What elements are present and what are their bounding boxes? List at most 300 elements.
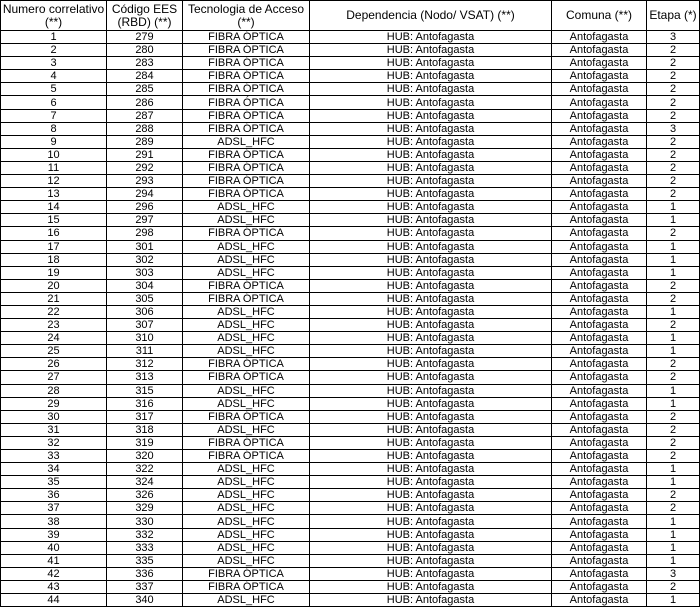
cell-codigo: 340 (107, 594, 183, 607)
cell-numero: 43 (1, 580, 107, 593)
cell-tecnologia: FIBRA ÓPTICA (183, 161, 310, 174)
cell-dependencia: HUB: Antofagasta (310, 96, 552, 109)
cell-dependencia: HUB: Antofagasta (310, 266, 552, 279)
cell-dependencia: HUB: Antofagasta (310, 214, 552, 227)
cell-comuna: Antofagasta (552, 450, 647, 463)
table-row (1, 175, 700, 188)
cell-dependencia: HUB: Antofagasta (310, 253, 552, 266)
cell-numero: 16 (1, 227, 107, 240)
table-row (1, 580, 700, 593)
cell-tecnologia: ADSL_HFC (183, 528, 310, 541)
cell-codigo: 288 (107, 122, 183, 135)
cell-etapa: 2 (647, 410, 700, 423)
cell-numero: 25 (1, 345, 107, 358)
cell-codigo: 287 (107, 109, 183, 122)
table-row (1, 188, 700, 201)
cell-tecnologia: FIBRA ÓPTICA (183, 175, 310, 188)
table-row (1, 410, 700, 423)
cell-etapa: 2 (647, 371, 700, 384)
table-row (1, 384, 700, 397)
cell-codigo: 317 (107, 410, 183, 423)
cell-codigo: 296 (107, 201, 183, 214)
cell-tecnologia: FIBRA ÓPTICA (183, 292, 310, 305)
cell-codigo: 326 (107, 489, 183, 502)
table-row (1, 489, 700, 502)
cell-tecnologia: ADSL_HFC (183, 253, 310, 266)
cell-tecnologia: ADSL_HFC (183, 476, 310, 489)
cell-comuna: Antofagasta (552, 70, 647, 83)
cell-codigo: 320 (107, 450, 183, 463)
cell-etapa: 1 (647, 515, 700, 528)
cell-numero: 30 (1, 410, 107, 423)
cell-comuna: Antofagasta (552, 476, 647, 489)
header-numero-correlativo: Numero correlativo (**) (1, 1, 107, 31)
cell-codigo: 336 (107, 567, 183, 580)
cell-dependencia: HUB: Antofagasta (310, 175, 552, 188)
cell-tecnologia: FIBRA ÓPTICA (183, 227, 310, 240)
cell-dependencia: HUB: Antofagasta (310, 31, 552, 44)
cell-codigo: 293 (107, 175, 183, 188)
cell-numero: 31 (1, 423, 107, 436)
cell-etapa: 2 (647, 279, 700, 292)
cell-comuna: Antofagasta (552, 279, 647, 292)
cell-codigo: 303 (107, 266, 183, 279)
cell-dependencia: HUB: Antofagasta (310, 397, 552, 410)
cell-dependencia: HUB: Antofagasta (310, 57, 552, 70)
cell-comuna: Antofagasta (552, 57, 647, 70)
cell-numero: 27 (1, 371, 107, 384)
cell-tecnologia: ADSL_HFC (183, 515, 310, 528)
cell-codigo: 283 (107, 57, 183, 70)
cell-comuna: Antofagasta (552, 384, 647, 397)
cell-dependencia: HUB: Antofagasta (310, 227, 552, 240)
cell-dependencia: HUB: Antofagasta (310, 240, 552, 253)
table-row (1, 148, 700, 161)
cell-etapa: 2 (647, 57, 700, 70)
cell-numero: 4 (1, 70, 107, 83)
cell-numero: 6 (1, 96, 107, 109)
table-row (1, 135, 700, 148)
cell-tecnologia: ADSL_HFC (183, 214, 310, 227)
cell-etapa: 2 (647, 83, 700, 96)
table-row (1, 476, 700, 489)
cell-numero: 17 (1, 240, 107, 253)
cell-etapa: 2 (647, 175, 700, 188)
table-row (1, 201, 700, 214)
table-row (1, 109, 700, 122)
cell-numero: 29 (1, 397, 107, 410)
cell-numero: 8 (1, 122, 107, 135)
cell-codigo: 305 (107, 292, 183, 305)
cell-codigo: 316 (107, 397, 183, 410)
cell-tecnologia: FIBRA ÓPTICA (183, 358, 310, 371)
cell-tecnologia: ADSL_HFC (183, 397, 310, 410)
table-row (1, 161, 700, 174)
cell-comuna: Antofagasta (552, 96, 647, 109)
cell-tecnologia: ADSL_HFC (183, 319, 310, 332)
cell-dependencia: HUB: Antofagasta (310, 476, 552, 489)
cell-comuna: Antofagasta (552, 463, 647, 476)
table-row (1, 450, 700, 463)
cell-numero: 23 (1, 319, 107, 332)
table-row (1, 554, 700, 567)
header-comuna: Comuna (**) (552, 1, 647, 31)
table-row (1, 436, 700, 449)
cell-codigo: 322 (107, 463, 183, 476)
cell-tecnologia: FIBRA ÓPTICA (183, 57, 310, 70)
cell-etapa: 1 (647, 240, 700, 253)
cell-codigo: 332 (107, 528, 183, 541)
cell-comuna: Antofagasta (552, 436, 647, 449)
cell-numero: 10 (1, 148, 107, 161)
table-row (1, 397, 700, 410)
cell-comuna: Antofagasta (552, 253, 647, 266)
cell-etapa: 1 (647, 594, 700, 607)
cell-numero: 34 (1, 463, 107, 476)
cell-etapa: 1 (647, 384, 700, 397)
header-row (1, 1, 700, 31)
table-row (1, 31, 700, 44)
cell-codigo: 280 (107, 44, 183, 57)
cell-tecnologia: FIBRA ÓPTICA (183, 44, 310, 57)
cell-numero: 15 (1, 214, 107, 227)
cell-comuna: Antofagasta (552, 44, 647, 57)
cell-etapa: 2 (647, 44, 700, 57)
cell-numero: 19 (1, 266, 107, 279)
header-dependencia: Dependencia (Nodo/ VSAT) (**) (310, 1, 552, 31)
cell-comuna: Antofagasta (552, 489, 647, 502)
cell-tecnologia: FIBRA ÓPTICA (183, 148, 310, 161)
cell-dependencia: HUB: Antofagasta (310, 292, 552, 305)
cell-codigo: 324 (107, 476, 183, 489)
cell-dependencia: HUB: Antofagasta (310, 594, 552, 607)
table-row (1, 463, 700, 476)
cell-etapa: 2 (647, 489, 700, 502)
cell-comuna: Antofagasta (552, 240, 647, 253)
cell-tecnologia: ADSL_HFC (183, 423, 310, 436)
cell-comuna: Antofagasta (552, 567, 647, 580)
cell-comuna: Antofagasta (552, 515, 647, 528)
table-row (1, 83, 700, 96)
cell-tecnologia: ADSL_HFC (183, 541, 310, 554)
cell-codigo: 297 (107, 214, 183, 227)
table-row (1, 345, 700, 358)
table-row (1, 528, 700, 541)
cell-etapa: 1 (647, 528, 700, 541)
cell-comuna: Antofagasta (552, 109, 647, 122)
cell-etapa: 1 (647, 541, 700, 554)
cell-tecnologia: FIBRA ÓPTICA (183, 450, 310, 463)
cell-dependencia: HUB: Antofagasta (310, 44, 552, 57)
cell-dependencia: HUB: Antofagasta (310, 489, 552, 502)
cell-numero: 5 (1, 83, 107, 96)
cell-numero: 37 (1, 502, 107, 515)
cell-dependencia: HUB: Antofagasta (310, 541, 552, 554)
cell-etapa: 2 (647, 148, 700, 161)
cell-numero: 21 (1, 292, 107, 305)
cell-tecnologia: ADSL_HFC (183, 305, 310, 318)
cell-numero: 1 (1, 31, 107, 44)
cell-tecnologia: ADSL_HFC (183, 345, 310, 358)
cell-dependencia: HUB: Antofagasta (310, 345, 552, 358)
cell-etapa: 2 (647, 580, 700, 593)
cell-etapa: 1 (647, 554, 700, 567)
cell-numero: 26 (1, 358, 107, 371)
cell-comuna: Antofagasta (552, 227, 647, 240)
cell-comuna: Antofagasta (552, 397, 647, 410)
cell-etapa: 2 (647, 188, 700, 201)
cell-dependencia: HUB: Antofagasta (310, 148, 552, 161)
cell-codigo: 318 (107, 423, 183, 436)
cell-etapa: 1 (647, 345, 700, 358)
cell-tecnologia: ADSL_HFC (183, 240, 310, 253)
cell-dependencia: HUB: Antofagasta (310, 580, 552, 593)
cell-codigo: 294 (107, 188, 183, 201)
header-etapa: Etapa (*) (647, 1, 700, 31)
cell-etapa: 2 (647, 135, 700, 148)
cell-etapa: 2 (647, 436, 700, 449)
header-tecnologia-acceso: Tecnologia de Acceso (**) (183, 1, 310, 31)
table-row (1, 358, 700, 371)
cell-tecnologia: FIBRA ÓPTICA (183, 371, 310, 384)
cell-etapa: 1 (647, 397, 700, 410)
table-row (1, 253, 700, 266)
cell-dependencia: HUB: Antofagasta (310, 83, 552, 96)
cell-etapa: 1 (647, 476, 700, 489)
cell-numero: 3 (1, 57, 107, 70)
cell-etapa: 2 (647, 450, 700, 463)
table-row (1, 96, 700, 109)
cell-dependencia: HUB: Antofagasta (310, 423, 552, 436)
cell-dependencia: HUB: Antofagasta (310, 554, 552, 567)
table-row (1, 227, 700, 240)
cell-numero: 20 (1, 279, 107, 292)
cell-dependencia: HUB: Antofagasta (310, 122, 552, 135)
cell-comuna: Antofagasta (552, 371, 647, 384)
cell-codigo: 289 (107, 135, 183, 148)
cell-comuna: Antofagasta (552, 31, 647, 44)
cell-codigo: 301 (107, 240, 183, 253)
cell-codigo: 310 (107, 332, 183, 345)
cell-comuna: Antofagasta (552, 594, 647, 607)
cell-numero: 42 (1, 567, 107, 580)
table-row (1, 70, 700, 83)
cell-dependencia: HUB: Antofagasta (310, 384, 552, 397)
table-row (1, 502, 700, 515)
cell-comuna: Antofagasta (552, 135, 647, 148)
cell-etapa: 1 (647, 332, 700, 345)
cell-comuna: Antofagasta (552, 502, 647, 515)
cell-etapa: 1 (647, 305, 700, 318)
cell-tecnologia: ADSL_HFC (183, 201, 310, 214)
cell-tecnologia: ADSL_HFC (183, 502, 310, 515)
cell-numero: 33 (1, 450, 107, 463)
cell-codigo: 279 (107, 31, 183, 44)
cell-comuna: Antofagasta (552, 214, 647, 227)
table-row (1, 305, 700, 318)
cell-numero: 24 (1, 332, 107, 345)
table-body (1, 31, 700, 607)
cell-codigo: 335 (107, 554, 183, 567)
cell-etapa: 1 (647, 201, 700, 214)
cell-dependencia: HUB: Antofagasta (310, 567, 552, 580)
cell-comuna: Antofagasta (552, 305, 647, 318)
cell-numero: 41 (1, 554, 107, 567)
cell-comuna: Antofagasta (552, 161, 647, 174)
cell-dependencia: HUB: Antofagasta (310, 450, 552, 463)
cell-tecnologia: FIBRA ÓPTICA (183, 83, 310, 96)
table-row (1, 371, 700, 384)
cell-numero: 12 (1, 175, 107, 188)
cell-numero: 22 (1, 305, 107, 318)
cell-etapa: 3 (647, 567, 700, 580)
cell-codigo: 319 (107, 436, 183, 449)
cell-etapa: 1 (647, 214, 700, 227)
cell-etapa: 2 (647, 227, 700, 240)
cell-codigo: 304 (107, 279, 183, 292)
table-row (1, 319, 700, 332)
cell-numero: 32 (1, 436, 107, 449)
cell-numero: 18 (1, 253, 107, 266)
cell-numero: 38 (1, 515, 107, 528)
cell-dependencia: HUB: Antofagasta (310, 305, 552, 318)
cell-comuna: Antofagasta (552, 83, 647, 96)
cell-tecnologia: ADSL_HFC (183, 554, 310, 567)
cell-codigo: 311 (107, 345, 183, 358)
cell-comuna: Antofagasta (552, 319, 647, 332)
cell-dependencia: HUB: Antofagasta (310, 279, 552, 292)
cell-etapa: 2 (647, 292, 700, 305)
cell-comuna: Antofagasta (552, 175, 647, 188)
table-row (1, 292, 700, 305)
cell-codigo: 315 (107, 384, 183, 397)
table-row (1, 44, 700, 57)
cell-tecnologia: ADSL_HFC (183, 135, 310, 148)
header-codigo-ees: Código EES (RBD) (**) (107, 1, 183, 31)
table-row (1, 423, 700, 436)
cell-comuna: Antofagasta (552, 410, 647, 423)
cell-etapa: 3 (647, 31, 700, 44)
cell-tecnologia: FIBRA ÓPTICA (183, 31, 310, 44)
table-row (1, 214, 700, 227)
cell-etapa: 2 (647, 96, 700, 109)
cell-dependencia: HUB: Antofagasta (310, 161, 552, 174)
cell-tecnologia: FIBRA ÓPTICA (183, 109, 310, 122)
cell-codigo: 333 (107, 541, 183, 554)
cell-numero: 35 (1, 476, 107, 489)
cell-numero: 36 (1, 489, 107, 502)
cell-comuna: Antofagasta (552, 188, 647, 201)
cell-comuna: Antofagasta (552, 148, 647, 161)
table-row (1, 122, 700, 135)
cell-codigo: 313 (107, 371, 183, 384)
table-row (1, 57, 700, 70)
cell-codigo: 284 (107, 70, 183, 83)
cell-tecnologia: ADSL_HFC (183, 384, 310, 397)
cell-numero: 14 (1, 201, 107, 214)
cell-etapa: 1 (647, 253, 700, 266)
cell-numero: 11 (1, 161, 107, 174)
cell-dependencia: HUB: Antofagasta (310, 502, 552, 515)
cell-dependencia: HUB: Antofagasta (310, 410, 552, 423)
cell-codigo: 292 (107, 161, 183, 174)
table-row (1, 240, 700, 253)
cell-dependencia: HUB: Antofagasta (310, 358, 552, 371)
cell-dependencia: HUB: Antofagasta (310, 201, 552, 214)
cell-etapa: 2 (647, 319, 700, 332)
cell-dependencia: HUB: Antofagasta (310, 528, 552, 541)
cell-tecnologia: ADSL_HFC (183, 463, 310, 476)
cell-etapa: 2 (647, 161, 700, 174)
cell-dependencia: HUB: Antofagasta (310, 332, 552, 345)
cell-codigo: 330 (107, 515, 183, 528)
cell-codigo: 312 (107, 358, 183, 371)
cell-tecnologia: FIBRA ÓPTICA (183, 122, 310, 135)
cell-tecnologia: FIBRA ÓPTICA (183, 410, 310, 423)
cell-dependencia: HUB: Antofagasta (310, 371, 552, 384)
cell-codigo: 302 (107, 253, 183, 266)
cell-tecnologia: ADSL_HFC (183, 489, 310, 502)
cell-comuna: Antofagasta (552, 423, 647, 436)
cell-numero: 40 (1, 541, 107, 554)
table-row (1, 541, 700, 554)
cell-tecnologia: FIBRA ÓPTICA (183, 436, 310, 449)
cell-codigo: 306 (107, 305, 183, 318)
cell-comuna: Antofagasta (552, 554, 647, 567)
cell-numero: 7 (1, 109, 107, 122)
cell-tecnologia: FIBRA ÓPTICA (183, 188, 310, 201)
cell-etapa: 2 (647, 502, 700, 515)
cell-comuna: Antofagasta (552, 201, 647, 214)
cell-numero: 39 (1, 528, 107, 541)
cell-etapa: 3 (647, 122, 700, 135)
cell-tecnologia: FIBRA ÓPTICA (183, 96, 310, 109)
cell-etapa: 1 (647, 463, 700, 476)
table-row (1, 567, 700, 580)
cell-etapa: 2 (647, 358, 700, 371)
cell-numero: 2 (1, 44, 107, 57)
cell-tecnologia: FIBRA ÓPTICA (183, 580, 310, 593)
cell-comuna: Antofagasta (552, 332, 647, 345)
cell-codigo: 298 (107, 227, 183, 240)
cell-comuna: Antofagasta (552, 580, 647, 593)
cell-etapa: 2 (647, 423, 700, 436)
table-row (1, 594, 700, 607)
cell-numero: 28 (1, 384, 107, 397)
cell-etapa: 2 (647, 109, 700, 122)
cell-numero: 44 (1, 594, 107, 607)
cell-dependencia: HUB: Antofagasta (310, 463, 552, 476)
cell-codigo: 286 (107, 96, 183, 109)
cell-numero: 9 (1, 135, 107, 148)
cell-dependencia: HUB: Antofagasta (310, 436, 552, 449)
cell-tecnologia: FIBRA ÓPTICA (183, 567, 310, 580)
cell-tecnologia: FIBRA ÓPTICA (183, 70, 310, 83)
cell-etapa: 1 (647, 266, 700, 279)
table-row (1, 266, 700, 279)
cell-comuna: Antofagasta (552, 528, 647, 541)
cell-codigo: 329 (107, 502, 183, 515)
cell-tecnologia: FIBRA ÓPTICA (183, 279, 310, 292)
cell-tecnologia: ADSL_HFC (183, 332, 310, 345)
cell-comuna: Antofagasta (552, 345, 647, 358)
cell-dependencia: HUB: Antofagasta (310, 109, 552, 122)
cell-dependencia: HUB: Antofagasta (310, 515, 552, 528)
cell-etapa: 2 (647, 70, 700, 83)
cell-tecnologia: ADSL_HFC (183, 594, 310, 607)
cell-dependencia: HUB: Antofagasta (310, 70, 552, 83)
cell-comuna: Antofagasta (552, 266, 647, 279)
